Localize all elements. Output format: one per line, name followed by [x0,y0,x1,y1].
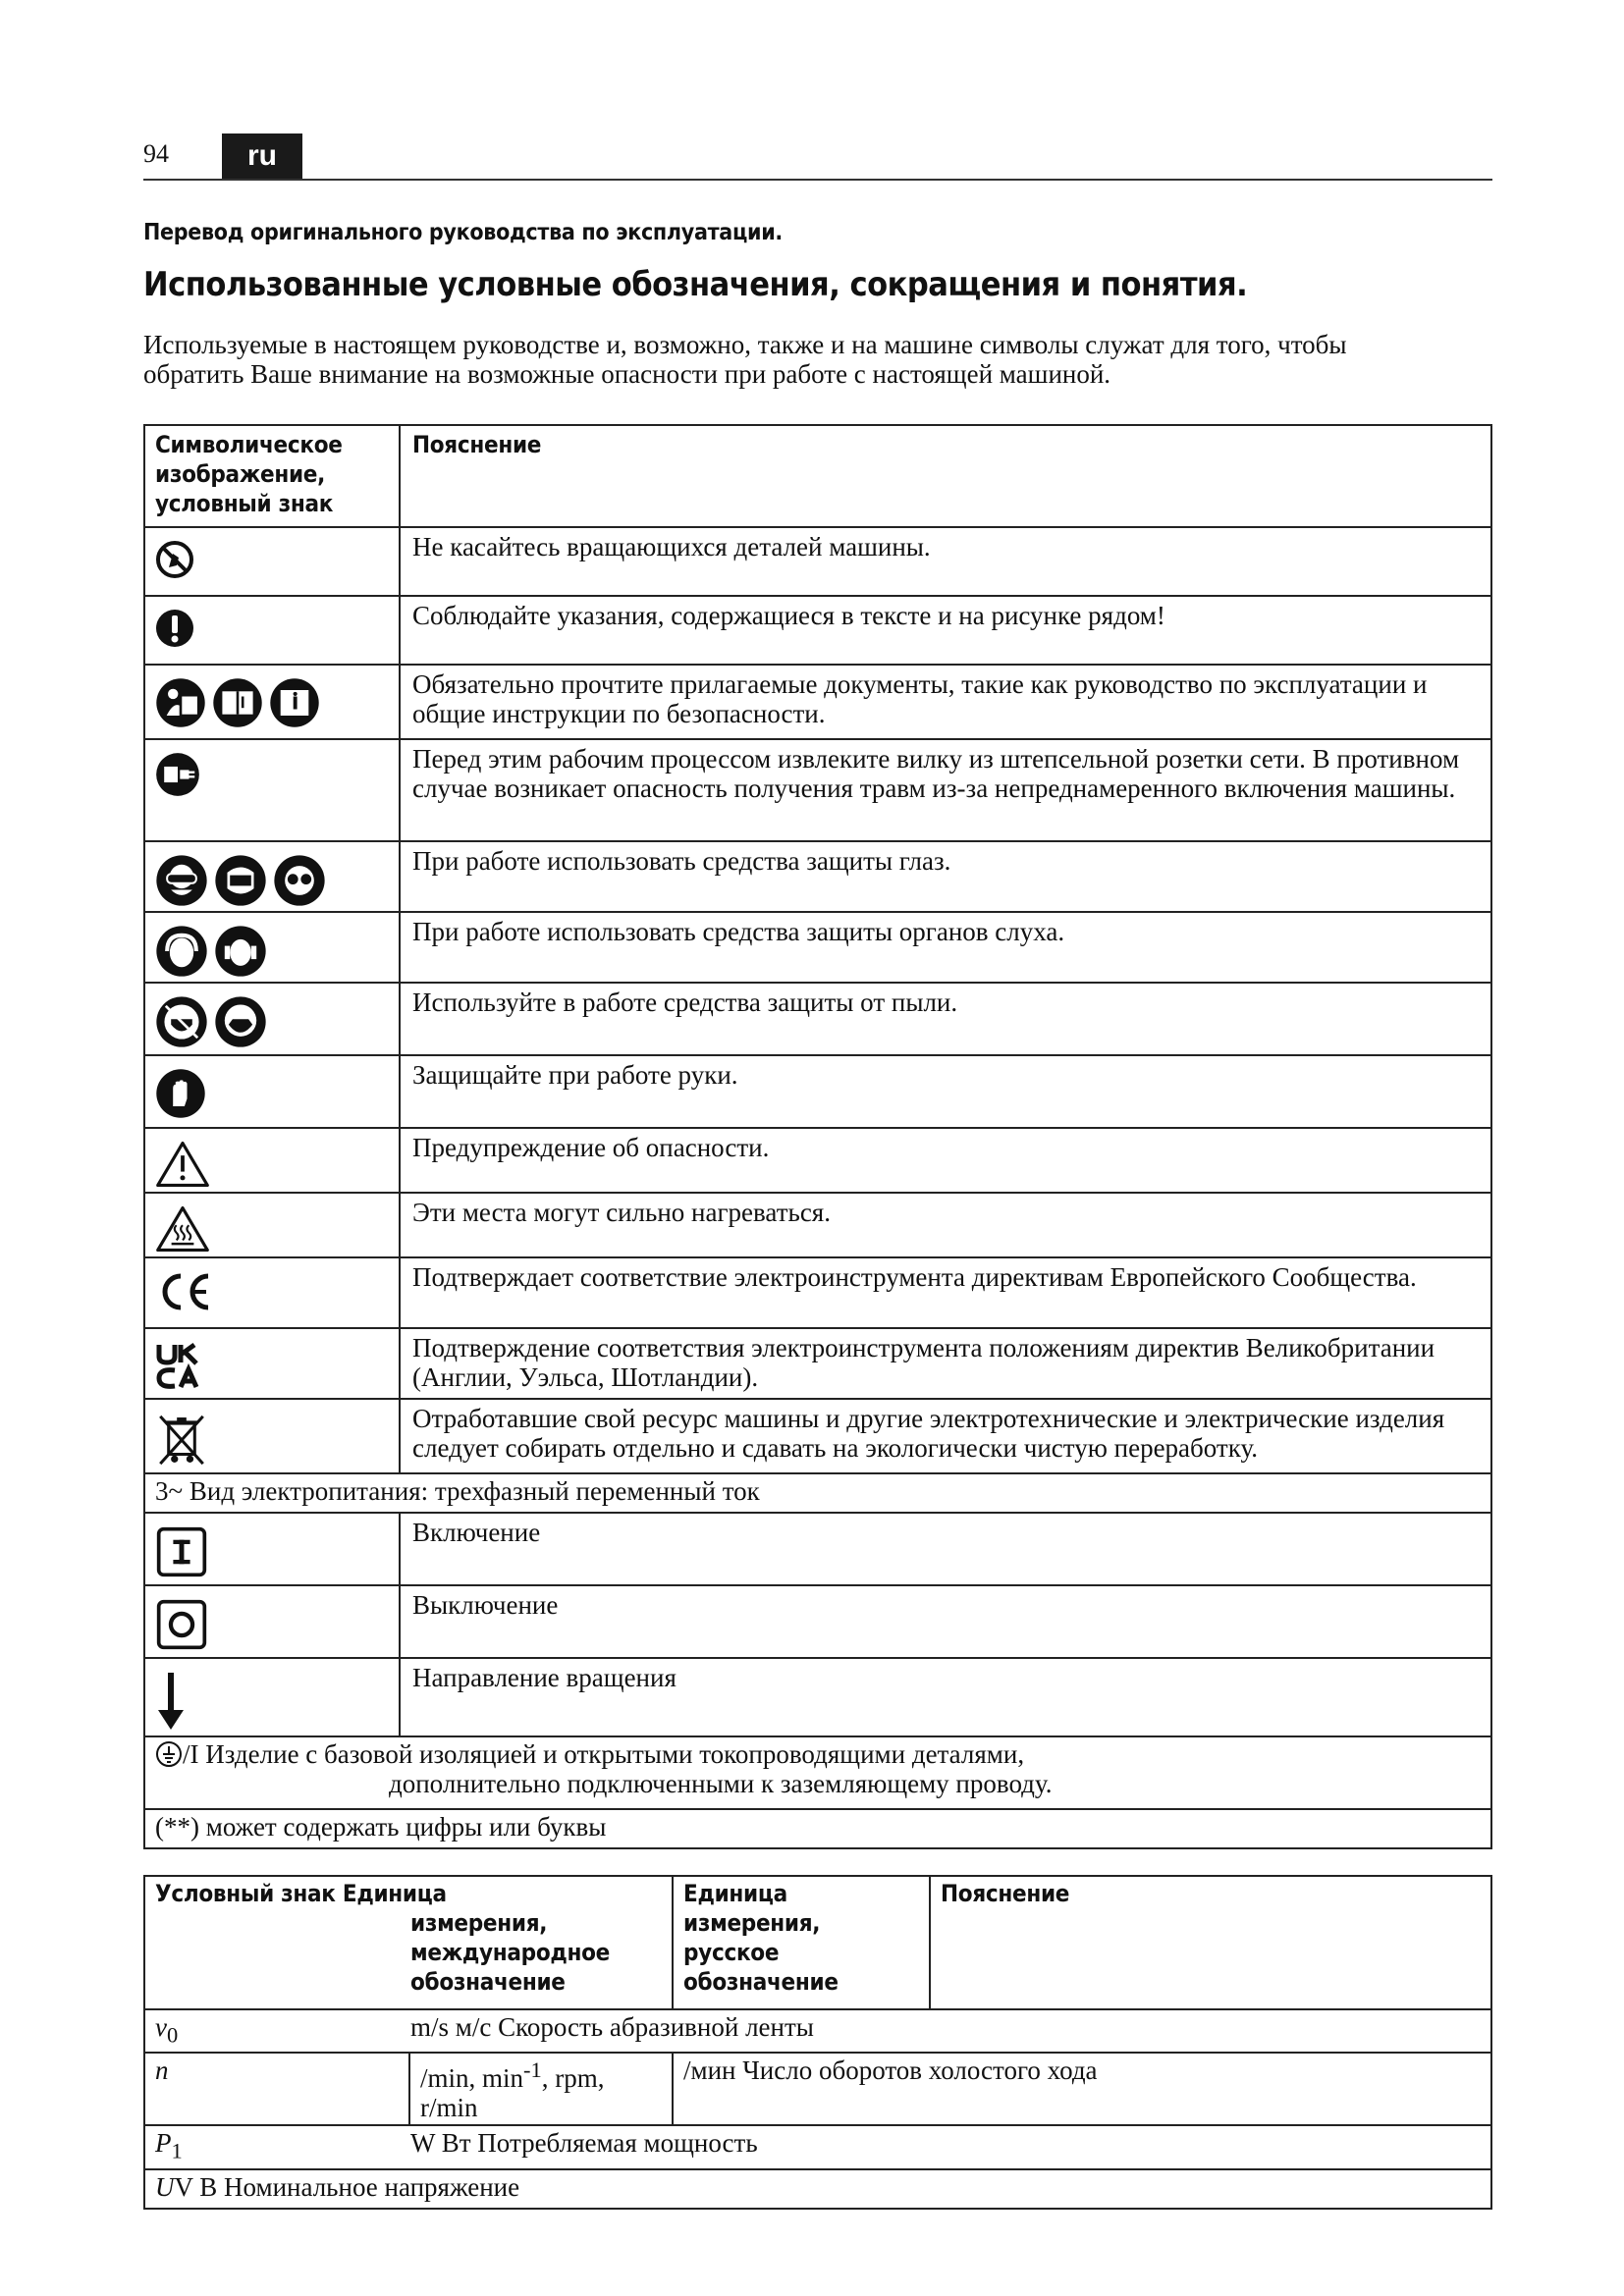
face-shield-icon [214,854,267,907]
table-row [144,1736,1491,1809]
unit-row-text: m/s м/с Скорость абразивной ленты [410,2012,814,2042]
row-text: Отработавшие свой ресурс машины и другие электротехнические и электрические изделия следует собирать отдельно и сдавать на экологически чистую переработку. [400,1399,1491,1473]
table-row [144,2125,1491,2168]
row-text: Выключение [400,1585,1491,1658]
table-row [144,1473,1491,1513]
unplug-icon [155,752,200,797]
unit-explanation-header: Пояснение [930,1876,1491,2009]
intro-paragraph: Используемые в настоящем руководстве и, возможно, также и на машине символы служат для того, чтобы обратить Ваше внимание на возможные опасности при работе с настоящей машиной. [143,330,1347,389]
unit-symbol-header: Условный знак [155,1880,336,1907]
page-number: 94 [143,139,169,168]
respirator-icon [214,995,267,1048]
table-row [144,1193,1491,1257]
manual-info-icon [269,677,320,728]
unit-ru-text: /мин Число оборотов холостого хода [673,2053,1491,2125]
switch-off-icon [155,1598,208,1651]
gloves-icon [155,1068,206,1119]
hot-surface-icon [155,1205,210,1253]
unit-symbol-sub: 1 [171,2138,183,2163]
unit-intl-header-lead: Единица [342,1880,447,1907]
unit-symbol: n [155,2056,169,2086]
row-text: Направление вращения [400,1658,1491,1736]
row-text: При работе использовать средства защиты органов слуха. [400,912,1491,983]
weee-bin-icon [155,1412,208,1468]
table-row [144,1658,1491,1736]
class1-row-cont: дополнительно подключенными к заземляющему проводу. [389,1769,1053,1798]
table-row [144,2053,1491,2125]
symbol-column-header: Символическое изображение, условный знак [144,425,400,527]
row-text: Используйте в работе средства защиты от пыли. [400,983,1491,1055]
dust-mask-icon [155,995,208,1048]
row-text: Предупреждение об опасности. [400,1128,1491,1193]
unit-symbol: P [155,2128,172,2159]
table-row [144,739,1491,841]
row-text: Подтверждает соответствие электроинструмента директивам Европейского Сообщества. [400,1257,1491,1328]
row-text: Включение [400,1513,1491,1585]
table-row [144,1328,1491,1399]
table-row [144,527,1491,596]
row-text: Обязательно прочтите прилагаемые документы, такие как руководство по эксплуатации и общие инструкции по безопасности. [400,665,1491,739]
table-row [144,1128,1491,1193]
table-row [144,2169,1491,2209]
switch-on-icon [155,1525,208,1578]
unit-symbol: U [155,2171,175,2202]
table-row [144,983,1491,1055]
read-manual-icon [155,677,206,728]
language-badge: ru [222,133,302,179]
table-row [144,1585,1491,1658]
table-row [144,1257,1491,1328]
document-subtitle: Перевод оригинального руководства по эксплуатации. [143,220,783,245]
manual-book-icon [212,677,263,728]
unit-intl-b: , rpm, r/min [420,2063,605,2123]
row-text: Соблюдайте указания, содержащиеся в тексте и на рисунке рядом! [400,596,1491,665]
safety-glasses-icon [273,854,326,907]
header-rule [143,179,1492,181]
row-text: Защищайте при работе руки. [400,1055,1491,1128]
row-text: Не касайтесь вращающихся деталей машины. [400,527,1491,596]
unit-intl-a: /min, min [420,2063,524,2094]
table-row [144,596,1491,665]
unit-ru-header: Единица измерения, русское обозначение [673,1876,930,2009]
warning-triangle-icon [155,1141,210,1188]
unit-symbol-sub: 0 [166,2022,179,2048]
unit-table [143,1875,1492,2210]
unit-intl-sup: -1 [523,2057,542,2083]
rotation-arrow-icon [155,1671,187,1732]
explanation-column-header: Пояснение [400,425,1491,527]
row-text: Подтверждение соответствия электроинструмента положениям директив Великобритании (Англии, Уэльса, Шотландии). [400,1328,1491,1399]
exclamation-icon [155,609,194,648]
unit-row-text: W Вт Потребляемая мощность [410,2128,758,2159]
table-row [144,1513,1491,1585]
unit-intl-header-rest: измерения, международное обозначение [410,1909,611,1996]
goggles-icon [155,854,208,907]
unit-symbol: v [155,2012,167,2042]
table-row [144,1809,1491,1848]
unit-row-text: V В Номинальное напряжение [174,2171,520,2202]
row-text: Перед этим рабочим процессом извлеките вилку из штепсельной розетки сети. В противном случае возникает опасность получения травм из-за непреднамеренного включения машины. [400,739,1491,841]
section-title: Использованные условные обозначения, сокращения и понятия. [143,265,1248,304]
row-text: При работе использовать средства защиты глаз. [400,841,1491,912]
note-row: (**) может содержать цифры или буквы [144,1809,1491,1848]
earth-ground-icon [155,1740,183,1768]
no-touch-rotating-icon [155,540,194,579]
three-phase-row: 3~ Вид электропитания: трехфазный переменный ток [144,1473,1491,1513]
ukca-mark-icon [155,1341,200,1390]
table-row [144,1055,1491,1128]
row-text: Эти места могут сильно нагреваться. [400,1193,1491,1257]
class1-row-lead: /I Изделие с базовой изоляцией и открытыми токопроводящими деталями, [183,1739,1025,1769]
table-row [144,841,1491,912]
ce-mark-icon [155,1270,214,1313]
table-row [144,665,1491,739]
symbol-table [143,424,1492,1849]
table-row [144,1399,1491,1473]
table-row [144,2009,1491,2053]
ear-muffs-icon [155,925,208,978]
ear-protection-icon [214,925,267,978]
table-row [144,912,1491,983]
